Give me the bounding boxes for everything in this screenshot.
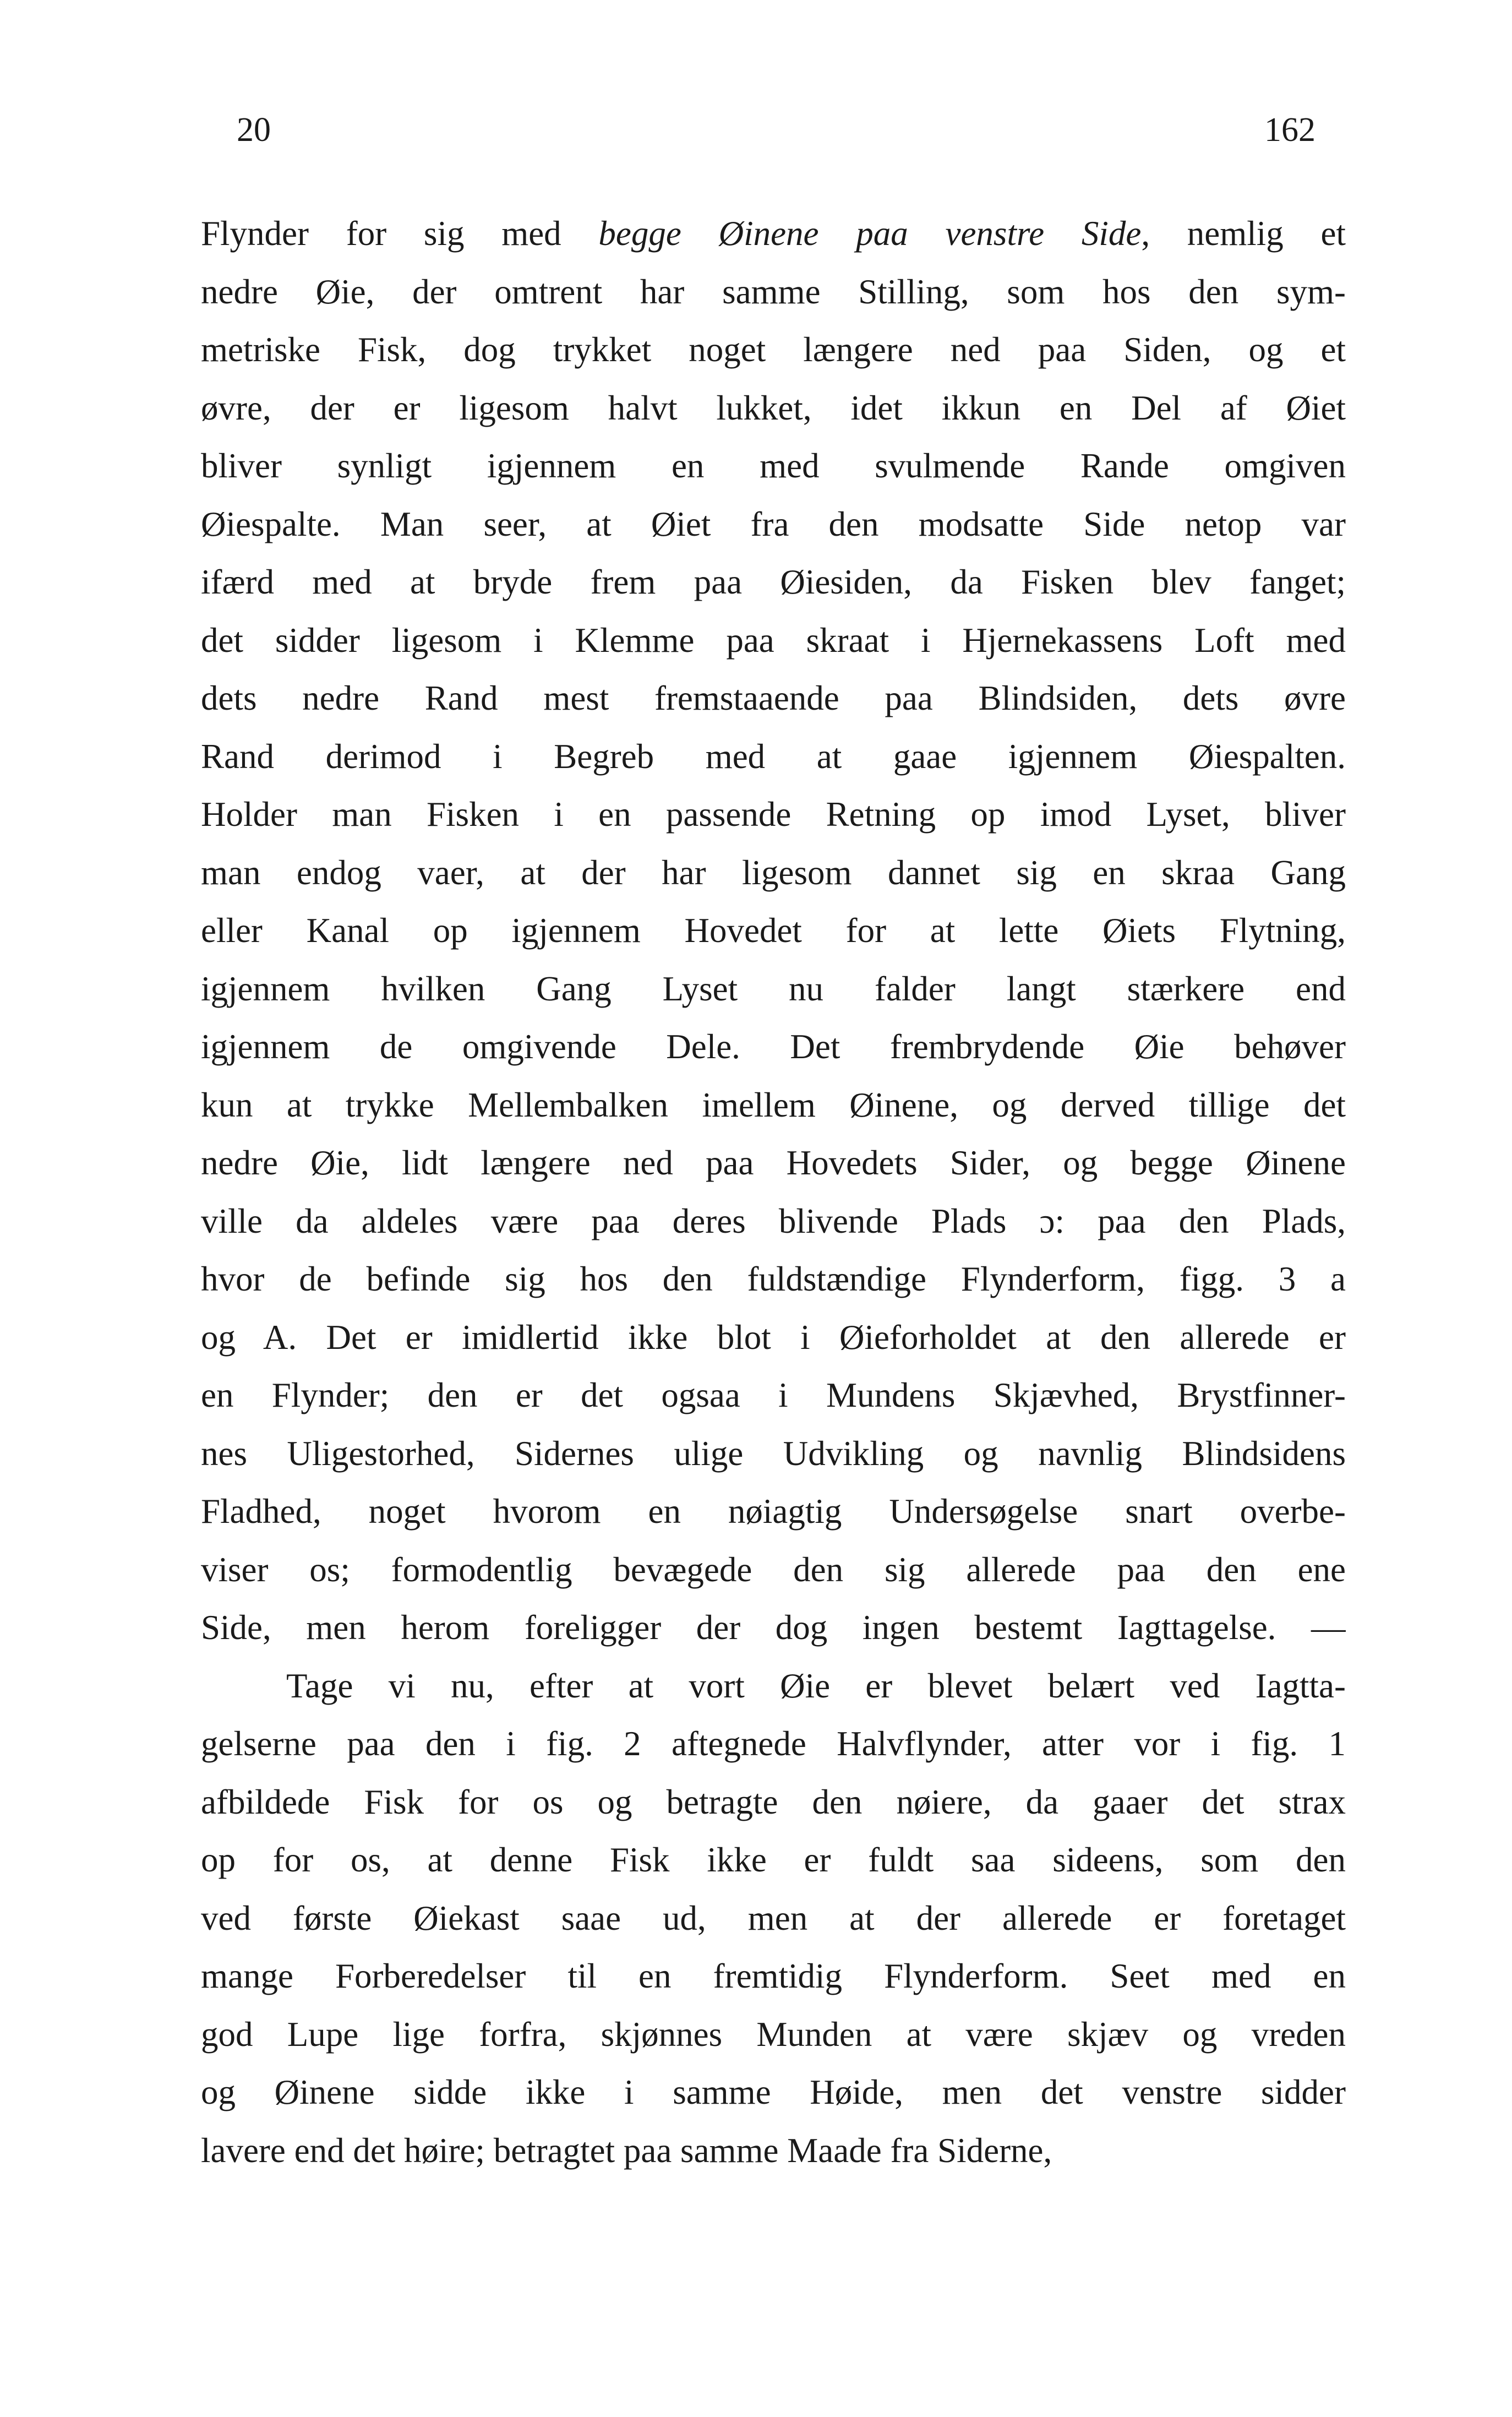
text-segment: igjennem hvilken Gang Lyset nu falder langt stærkere end <box>201 969 1346 1008</box>
text-line <box>201 1367 1346 1425</box>
text-segment: en Flynder; den er det ogsaa i Mundens Skjævhed, Brystfinner- <box>201 1376 1346 1414</box>
text-segment: hvor de befinde sig hos den fuldstændige Flynderform, figg. 3 a <box>201 1260 1346 1298</box>
text-line <box>201 1657 1346 1716</box>
text-segment: man endog vaer, at der har ligesom dannet sig en skraa Gang <box>201 853 1346 892</box>
text-line <box>201 1018 1346 1076</box>
text-segment: det sidder ligesom i Klemme paa skraat i Hjernekassens Loft med <box>201 620 1346 660</box>
text-line <box>201 2064 1346 2122</box>
text-segment: Fladhed, noget hvorom en nøiagtig Undersøgelse snart overbe- <box>201 1492 1346 1531</box>
text-segment: bliver synligt igjennem en med svulmende Rande omgiven <box>201 447 1346 485</box>
text-segment: nedre Øie, der omtrent har samme Stilling, som hos den sym- <box>201 272 1346 311</box>
text-line <box>201 1541 1346 1599</box>
text-segment: Øiespalte. Man seer, at Øiet fra den modsatte Side netop var <box>201 504 1346 543</box>
text-segment: afbildede Fisk for os og betragte den nøiere, da gaaer det strax <box>201 1782 1346 1821</box>
text-line <box>201 437 1346 496</box>
text-segment: op for os, at denne Fisk ikke er fuldt saa sideens, som den <box>201 1841 1346 1879</box>
text-segment: gelserne paa den i fig. 2 aftegnede Halvflynder, atter vor i fig. 1 <box>201 1724 1346 1763</box>
text-segment: viser os; formodentlig bevægede den sig allerede paa den ene <box>201 1550 1346 1589</box>
text-segment: lavere end det høire; betragtet paa samme Maade fra Siderne, <box>201 2131 1052 2170</box>
text-line <box>201 1890 1346 1948</box>
text-line <box>201 1773 1346 1832</box>
italic-text: begge Øinene paa venstre Side <box>598 214 1142 253</box>
text-line <box>201 553 1346 612</box>
text-segment: ved første Øiekast saae ud, men at der allerede er foretaget <box>201 1898 1346 1937</box>
text-line <box>201 205 1346 263</box>
text-line <box>201 1076 1346 1135</box>
text-line <box>201 1599 1346 1657</box>
text-line <box>201 960 1346 1019</box>
text-segment: eller Kanal op igjennem Hovedet for at lette Øiets Flytning, <box>201 911 1346 950</box>
text-segment: kun at trykke Mellembalken imellem Øinene, og derved tillige det <box>201 1085 1346 1124</box>
text-segment: Holder man Fisken i en passende Retning op imod Lyset, bliver <box>201 795 1346 834</box>
text-segment: dets nedre Rand mest fremstaaende paa Blindsiden, dets øvre <box>201 679 1346 717</box>
text-segment: og A. Det er imidlertid ikke blot i Øieforholdet at den allerede er <box>201 1318 1346 1357</box>
text-line <box>201 263 1346 322</box>
text-segment: nes Uligestorhed, Sidernes ulige Udvikling og navnlig Blindsidens <box>201 1434 1346 1473</box>
text-line <box>201 1193 1346 1251</box>
text-segment: metriske Fisk, dog trykket noget længere ned paa Siden, og et <box>201 330 1346 369</box>
page-number-left: 20 <box>237 111 271 149</box>
text-segment: god Lupe lige forfra, skjønnes Munden at være skjæv og vreden <box>201 2015 1346 2054</box>
text-line <box>201 2006 1346 2064</box>
text-segment: ifærd med at bryde frem paa Øiesiden, da Fisken blev fanget; <box>201 563 1346 601</box>
text-line <box>201 669 1346 728</box>
text-line <box>201 1715 1346 1773</box>
text-segment: mange Forberedelser til en fremtidig Flynderform. Seet med en <box>201 1957 1346 1995</box>
text-line <box>201 1425 1346 1483</box>
text-line <box>201 1134 1346 1193</box>
text-line <box>201 612 1346 670</box>
text-segment: øvre, der er ligesom halvt lukket, idet ikkun en Del af Øiet <box>201 388 1346 427</box>
text-line <box>201 1947 1346 2006</box>
page-header <box>201 108 1346 152</box>
text-line <box>201 379 1346 438</box>
text-segment: , nemlig et <box>1141 214 1346 253</box>
text-line <box>201 1483 1346 1541</box>
text-line <box>201 321 1346 379</box>
text-segment: Tage vi nu, efter at vort Øie er blevet belært ved Iagtta- <box>286 1666 1346 1705</box>
text-segment: og Øinene sidde ikke i samme Høide, men det venstre sidder <box>201 2073 1346 2111</box>
page-number-right: 162 <box>1264 111 1316 149</box>
text-line <box>201 1831 1346 1890</box>
text-line <box>201 2122 1346 2180</box>
text-line <box>201 496 1346 554</box>
text-line <box>201 844 1346 902</box>
text-segment: Rand derimod i Begreb med at gaae igjennem Øiespalten. <box>201 737 1346 776</box>
text-line <box>201 1309 1346 1367</box>
text-line <box>201 902 1346 960</box>
text-line <box>201 786 1346 844</box>
text-line <box>201 728 1346 786</box>
text-segment: Side, men herom foreligger der dog ingen bestemt Iagttagelse. — <box>201 1608 1346 1647</box>
text-segment: ville da aldeles være paa deres blivende Plads ɔ: paa den Plads, <box>201 1201 1346 1240</box>
text-line <box>201 1250 1346 1309</box>
text-segment: igjennem de omgivende Dele. Det frembrydende Øie behøver <box>201 1027 1346 1066</box>
text-segment: Flynder for sig med <box>201 214 599 253</box>
text-segment: nedre Øie, lidt længere ned paa Hovedets Sider, og begge Øinene <box>201 1144 1346 1182</box>
body-text <box>201 205 1346 2180</box>
